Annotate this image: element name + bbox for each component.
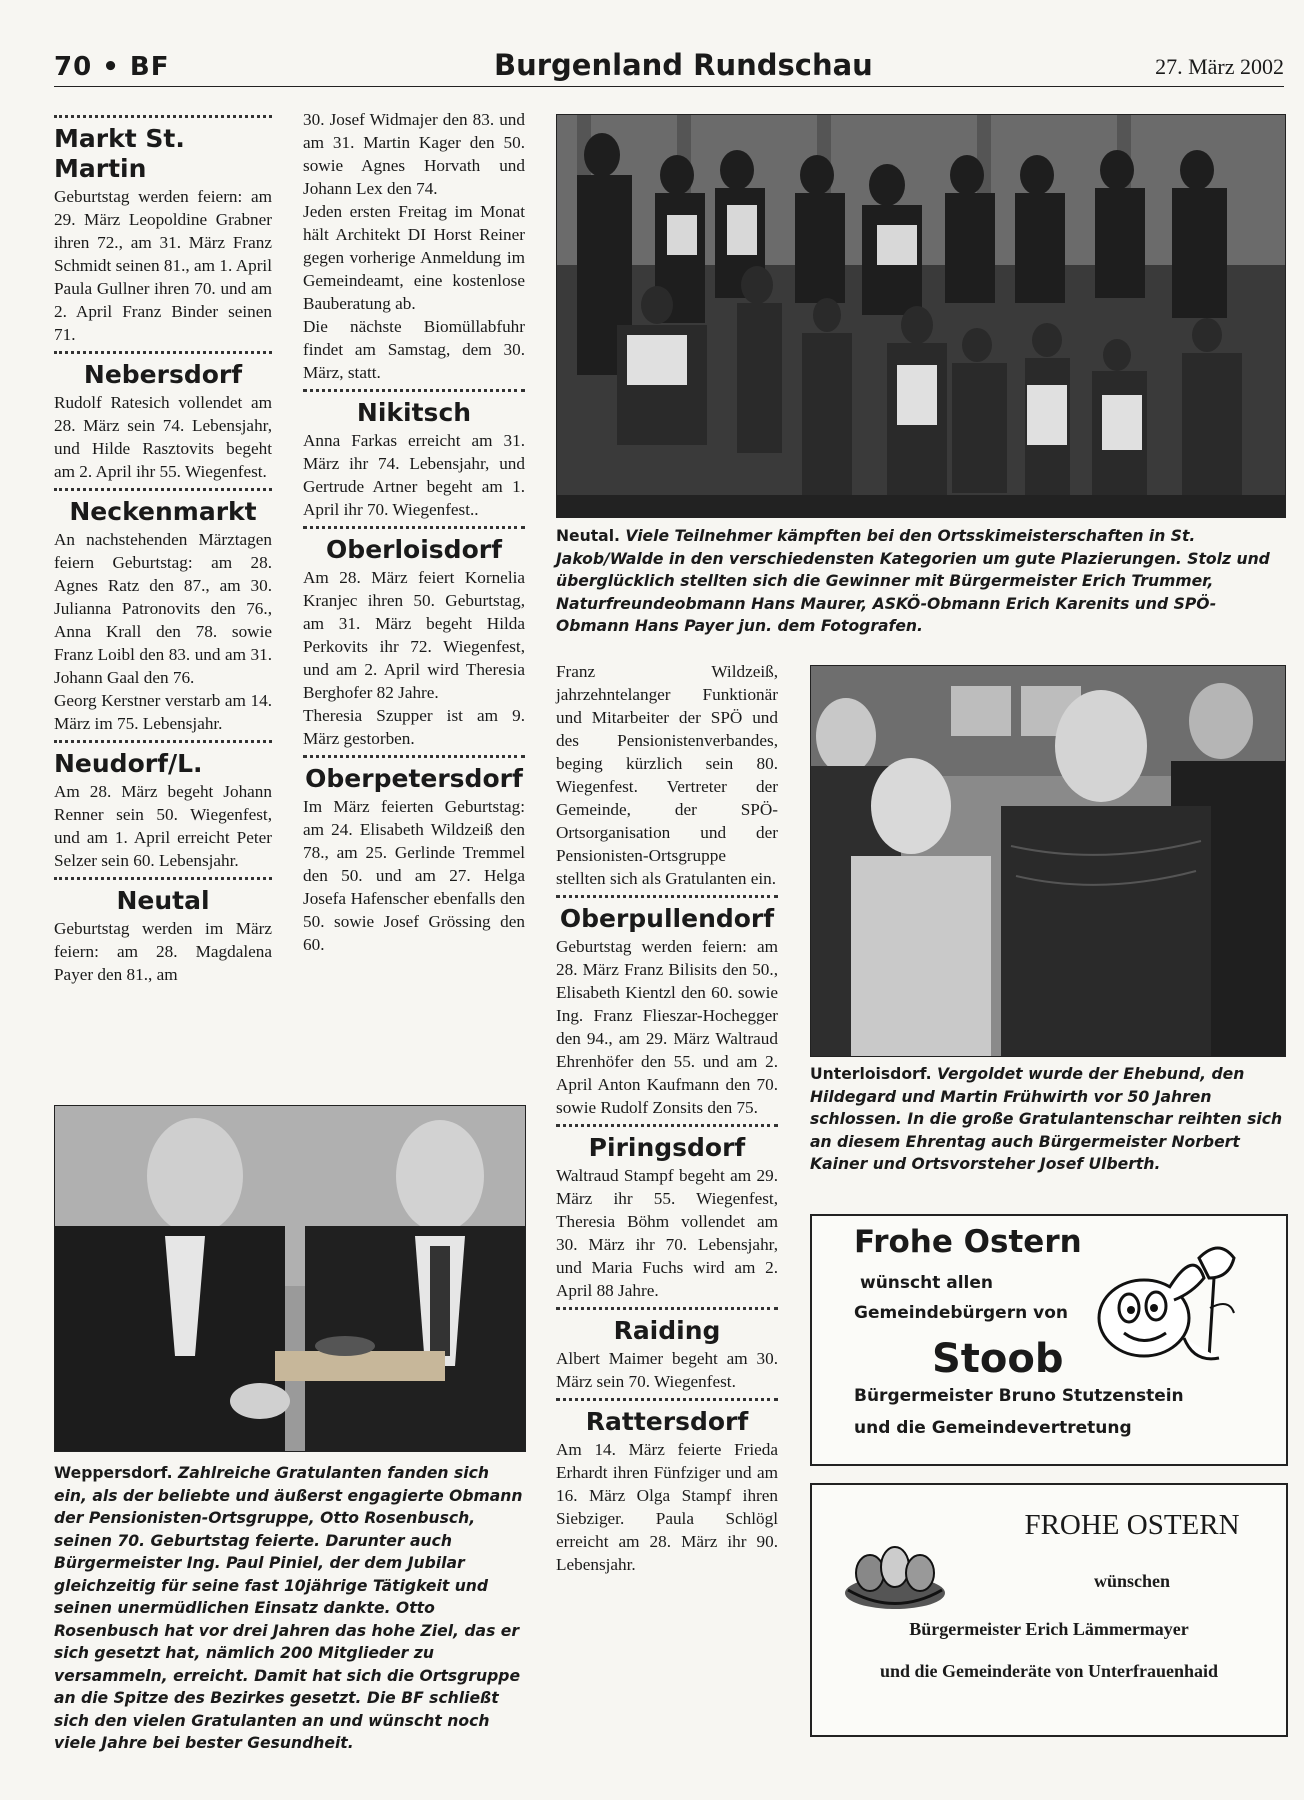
article-text: Geburtstag werden im März feiern: am 28. Magdalena Payer den 81., am bbox=[54, 919, 272, 984]
page-header bbox=[54, 46, 1284, 86]
column-1 bbox=[54, 110, 272, 986]
article-text: Albert Maimer begeht am 30. März sein 70. Wiegenfest. bbox=[556, 1349, 778, 1391]
divider bbox=[54, 115, 272, 118]
section-heading: Rattersdorf bbox=[585, 1407, 749, 1436]
section-heading: Oberpetersdorf bbox=[305, 764, 523, 793]
article-text: Jeden ersten Freitag im Monat hält Architekt DI Horst Reiner gegen vorherige Anmeldung im Gemeindeamt, eine kostenlose Bauberatung ab. bbox=[303, 202, 525, 313]
divider bbox=[303, 755, 525, 758]
divider bbox=[54, 351, 272, 354]
ad-text: und die Gemeinderäte von Unterfrauenhaid bbox=[879, 1661, 1218, 1681]
caption-place: Unterloisdorf. bbox=[810, 1065, 932, 1083]
issue-date: 27. März 2002 bbox=[1155, 54, 1284, 79]
caption-place: Neutal. bbox=[556, 527, 620, 545]
article-text: Die nächste Biomüllabfuhr findet am Samstag, dem 30. März, statt. bbox=[303, 317, 525, 382]
section-heading: Piringsdorf bbox=[588, 1133, 746, 1162]
section-heading: Neckenmarkt bbox=[69, 497, 257, 526]
ad-town: Stoob bbox=[932, 1336, 1064, 1382]
section-heading: Nikitsch bbox=[356, 398, 472, 427]
section-heading: Neudorf/L. bbox=[54, 749, 203, 778]
article-text: Franz Wildzeiß, jahrzehntelanger Funktionär und Mitarbeiter der SPÖ und des Pensionistenverbandes, beging kürzlich sein 80. Wiegenfest. Vertreter der Gemeinde, der SPÖ-Ortsorganisation und der Pensionisten-Ortsgruppe stellten sich als Gratulanten ein. bbox=[556, 662, 778, 888]
ad-headline: Frohe Ostern bbox=[854, 1224, 1082, 1260]
article-text: Am 28. März begeht Johann Renner sein 50. Wiegenfest, und am 1. April erreicht Peter Selzer sein 60. Lebensjahr. bbox=[54, 782, 272, 870]
unterfrauenhaid-easter-ad bbox=[810, 1483, 1288, 1737]
article-text: 30. Josef Widmajer den 83. und am 31. Martin Kager den 50. sowie Agnes Horvath und Johann Lex den 74. bbox=[303, 110, 525, 198]
article-text: Waltraud Stampf begeht am 29. März ihr 55. Wiegenfest, Theresia Böhm vollendet am 30. März ihr 70. Lebensjahr, und Maria Fuchs wird am 2. April 88 Jahre. bbox=[556, 1166, 778, 1300]
ad-text: Gemeindebürgern von bbox=[854, 1303, 1068, 1323]
caption-text: Vergoldet wurde der Ehebund, den Hildegard und Martin Frühwirth vor 50 Jahren schlossen. In die große Gratulantenschar reihten sich an diesem Ehrentag auch Bürgermeister Norbert Kainer und Ortsvorsteher Josef Ulberth. bbox=[810, 1065, 1283, 1173]
unterloisdorf-photo bbox=[810, 665, 1286, 1057]
section-heading: Markt St. Martin bbox=[54, 124, 185, 183]
easter-bunny-icon bbox=[1084, 1238, 1254, 1378]
divider bbox=[54, 488, 272, 491]
article-text: Rudolf Ratesich vollendet am 28. März sein 74. Lebensjahr, und Hilde Rasztovits begeht am 2. April ihr 55. Wiegenfest. bbox=[54, 393, 272, 481]
article-text: Georg Kerstner verstarb am 14. März im 75. Lebensjahr. bbox=[54, 691, 272, 733]
caption-text: Zahlreiche Gratulanten fanden sich ein, als der beliebte und äußerst engagierte Obmann der Pensionisten-Ortsgruppe, Otto Rosenbusch, seinen 70. Geburtstag feierte. Darunter auch Bürgermeister Ing. Paul Piniel, der dem Jubilar gleichzeitig für seine fast 10jährige Tätigkeit und seinen unermüdlichen Einsatz dankte. Otto Rosenbusch hat vor drei Jahren das hohe Ziel, das er sich gesetzt hat, nämlich 200 Mitglieder zu versammeln, erreicht. Damit hat sich die Ortsgruppe an die Spitze des Bezirkes gesetzt. Die BF schließt sich den vielen Gratulanten an und wünscht noch viele Jahre bei bester Gesundheit. bbox=[54, 1464, 523, 1752]
caption-text: Viele Teilnehmer kämpften bei den Ortsskimeisterschaften in St. Jakob/Walde in den verschiedensten Kategorien um gute Plazierungen. Stolz und überglücklich stellten sich die Gewinner mit Bürgermeister Erich Trummer, Naturfreundeobmann Hans Maurer, ASKÖ-Obmann Erich Karenits und SPÖ-Obmann Hans Payer jun. dem Fotografen. bbox=[556, 527, 1270, 635]
divider bbox=[556, 895, 778, 898]
easter-eggs-basket-icon bbox=[840, 1535, 950, 1615]
unterloisdorf-caption bbox=[810, 1063, 1284, 1176]
weppersdorf-photo bbox=[54, 1105, 526, 1452]
column-2 bbox=[303, 108, 525, 956]
caption-place: Weppersdorf. bbox=[54, 1464, 173, 1482]
ad-text: wünscht allen bbox=[860, 1273, 994, 1293]
divider bbox=[556, 1124, 778, 1127]
section-heading: Raiding bbox=[613, 1316, 721, 1345]
article-text: Anna Farkas erreicht am 31. März ihr 74. Lebensjahr, und Gertrude Artner begeht am 1. April ihr 70. Wiegenfest.. bbox=[303, 431, 525, 519]
article-text: Theresia Szupper ist am 9. März gestorben. bbox=[303, 706, 525, 748]
divider bbox=[303, 389, 525, 392]
article-text: Im März feierten Geburtstag: am 24. Elisabeth Wildzeiß den 78., am 25. Gerlinde Tremmel den 50. und am 27. Helga Josefa Hafenscher ebenfalls den 50. sowie Josef Grössing den 60. bbox=[303, 797, 525, 954]
ad-text: Bürgermeister Bruno Stutzenstein bbox=[854, 1386, 1184, 1406]
neutal-caption bbox=[556, 525, 1284, 638]
divider bbox=[54, 877, 272, 880]
neutal-photo bbox=[556, 114, 1286, 518]
column-3 bbox=[556, 660, 778, 1576]
article-text: An nachstehenden Märztagen feiern Geburtstag: am 28. Agnes Ratz den 87., am 30. Julianna Patronovits den 76., Anna Krall den 78. sowie Franz Loibl den 83. und am 31. Johann Gaal den 76. bbox=[54, 530, 272, 687]
article-text: Am 14. März feierte Frieda Erhardt ihren Fünfziger und am 16. März Olga Stampf ihren Siebziger. Paula Schlögl erreicht am 28. März ihr 90. Lebensjahr. bbox=[556, 1440, 778, 1574]
divider bbox=[556, 1398, 778, 1401]
section-heading: Oberpullendorf bbox=[559, 904, 775, 933]
divider bbox=[303, 526, 525, 529]
section-heading: Nebersdorf bbox=[83, 360, 243, 389]
ad-text: und die Gemeindevertretung bbox=[854, 1418, 1132, 1438]
ad-headline: FROHE OSTERN bbox=[1024, 1509, 1240, 1541]
divider bbox=[556, 1307, 778, 1310]
ad-text: Bürgermeister Erich Lämmermayer bbox=[909, 1619, 1189, 1639]
weppersdorf-caption bbox=[54, 1462, 524, 1755]
paper-title: Burgenland Rundschau bbox=[494, 48, 873, 82]
stoob-easter-ad bbox=[810, 1214, 1288, 1466]
article-text: Geburtstag werden feiern: am 29. März Leopoldine Grabner ihren 72., am 31. März Franz Schmidt seinen 81., am 1. April Paula Gullner ihren 70. und am 2. April Franz Binder seinen 71. bbox=[54, 187, 272, 344]
ad-text: wünschen bbox=[1093, 1571, 1171, 1591]
page-number: 70 • BF bbox=[54, 52, 170, 82]
section-heading: Oberloisdorf bbox=[326, 535, 502, 564]
header-rule bbox=[54, 86, 1284, 87]
article-text: Am 28. März feiert Kornelia Kranjec ihren 50. Geburtstag, am 31. März begeht Hilda Perkovits ihr 72. Wiegenfest, und am 2. April wird Theresia Berghofer 82 Jahre. bbox=[303, 568, 525, 702]
section-heading: Neutal bbox=[116, 886, 210, 915]
divider bbox=[54, 740, 272, 743]
article-text: Geburtstag werden feiern: am 28. März Franz Bilisits den 50., Elisabeth Kientzl den 60. sowie Ing. Franz Flieszar-Hochegger den 94., am 29. März Waltraud Ehrenhöfer den 55. und am 2. April Anton Kaufmann den 70. sowie Rudolf Zonsits den 75. bbox=[556, 937, 778, 1117]
